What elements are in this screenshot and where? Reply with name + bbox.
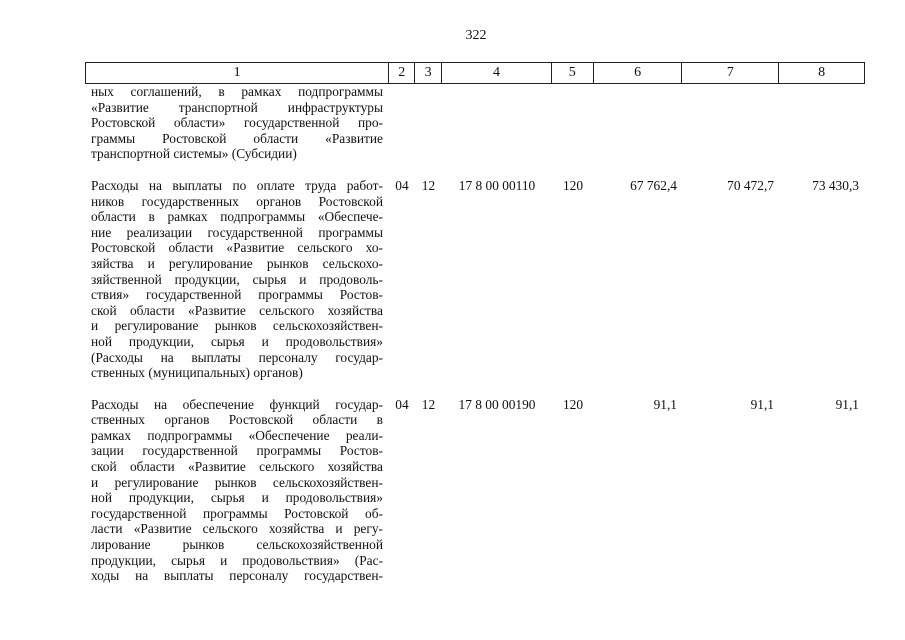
header-col-2: 2 <box>389 63 415 83</box>
cell-section <box>389 84 415 162</box>
cell-amount-1: 91,1 <box>653 396 677 412</box>
header-col-5: 5 <box>552 63 594 83</box>
desc-line: зяйственной продукции, сырья и продоволь- <box>91 271 383 287</box>
desc-line: ние реализации государственной программы <box>91 224 383 240</box>
header-col-1: 1 <box>86 63 389 83</box>
header-col-6: 6 <box>594 63 683 83</box>
cell-expense-type: 120 <box>562 177 584 193</box>
cell-expense-type <box>552 84 594 162</box>
cell-target-code: 17 8 00 00110 <box>458 177 536 193</box>
desc-line: ственных (муниципальных) органов) <box>91 365 303 381</box>
desc-line: ской области «Развитие сельского хозяйства <box>91 459 383 475</box>
desc-line: транспортной системы» (Субсидии) <box>91 146 297 162</box>
cell-amount-1 <box>594 84 683 162</box>
table-body <box>85 84 865 584</box>
table-row <box>85 84 865 162</box>
cell-amount-2: 70 472,7 <box>727 177 774 193</box>
cell-amount-1: 67 762,4 <box>630 177 677 193</box>
header-col-8: 8 <box>818 65 826 80</box>
desc-line: ской области «Развитие сельского хозяйства <box>91 302 383 318</box>
desc-line: Ростовской области «Развитие сельского хо- <box>91 240 383 256</box>
desc-line: лирование рынков сельскохозяйственной <box>91 537 383 553</box>
desc-line: рамках подпрограммы «Обеспечение реали- <box>91 427 383 443</box>
cell-section: 04 <box>395 177 409 193</box>
cell-expense-type: 120 <box>562 396 584 412</box>
row-description <box>85 397 389 584</box>
desc-line: ной продукции, сырья и продовольствия» <box>91 490 383 506</box>
table-row <box>85 397 865 584</box>
desc-line: ласти «Развитие сельского хозяйства и регу- <box>91 521 383 537</box>
desc-line: ников государственных органов Ростовской <box>91 193 383 209</box>
header-col-3: 3 <box>415 63 442 83</box>
desc-line: ной продукции, сырья и продовольствия» <box>91 333 383 349</box>
desc-line: ных соглашений, в рамках подпрограммы <box>91 84 383 99</box>
cell-amount-2: 91,1 <box>750 396 774 412</box>
cell-amount-3 <box>780 84 865 162</box>
cell-amount-3: 91,1 <box>835 396 859 412</box>
row-description <box>85 84 389 162</box>
desc-line: области в рамках подпрограммы «Обеспече- <box>91 209 383 225</box>
cell-amount-3: 73 430,3 <box>812 177 859 193</box>
cell-section: 04 <box>395 396 409 412</box>
header-col-7: 7 <box>682 63 779 83</box>
desc-line: ствия» государственной программы Ростов- <box>91 287 383 303</box>
desc-line: и регулирование рынков сельскохозяйствен- <box>91 474 383 490</box>
desc-line: продукции, сырья и продовольствия» (Рас- <box>91 552 383 568</box>
desc-line: государственной программы Ростовской об- <box>91 505 383 521</box>
desc-line: зяйства и регулирование рынков сельскохо- <box>91 255 383 271</box>
desc-line: Расходы на выплаты по оплате труда работ- <box>91 177 383 193</box>
header-col-4: 4 <box>442 63 552 83</box>
desc-line: ходы на выплаты персоналу государствен- <box>91 568 383 584</box>
desc-line: ственных органов Ростовской области в <box>91 412 383 428</box>
cell-subsection: 12 <box>421 177 436 193</box>
desc-line: (Расходы на выплаты персоналу государ- <box>91 349 383 365</box>
desc-line: и регулирование рынков сельскохозяйствен- <box>91 318 383 334</box>
table-row <box>85 178 865 381</box>
cell-target-code <box>442 84 552 162</box>
desc-line: Ростовской области» государственной про- <box>91 115 383 131</box>
desc-line: зации государственной программы Ростов- <box>91 443 383 459</box>
row-description <box>85 178 389 381</box>
cell-subsection: 12 <box>421 396 436 412</box>
desc-line: Расходы на обеспечение функций государ- <box>91 396 383 412</box>
cell-target-code: 17 8 00 00190 <box>458 396 536 412</box>
desc-line: «Развитие транспортной инфраструктуры <box>91 99 383 115</box>
desc-line: граммы Ростовской области «Развитие <box>91 130 383 146</box>
cell-amount-2 <box>683 84 780 162</box>
table-header <box>85 62 865 84</box>
page-number: 322 <box>465 28 487 43</box>
cell-subsection <box>415 84 442 162</box>
